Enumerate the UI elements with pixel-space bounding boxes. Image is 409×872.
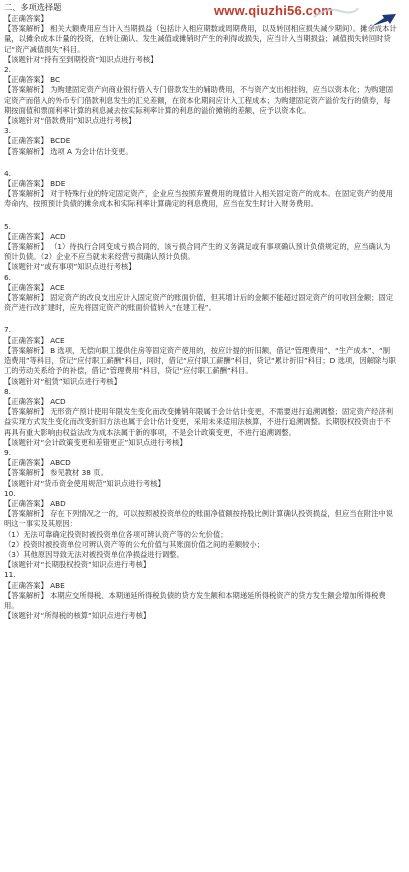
answer-line [4, 581, 397, 591]
kp-suffix: ”知识点进行考核】 [102, 478, 165, 488]
kp-label: 【该题针对 [4, 54, 41, 64]
analysis-list-item: （1）无法可靠确定投资时被投资单位各项可辨认资产等的公允价值； [4, 529, 228, 539]
analysis-label: 【答案解析】 [4, 345, 48, 355]
analysis-label: 【答案解析】 [4, 24, 48, 34]
analysis-text: （1）待执行合同变成亏损合同的，该亏损合同产生的义务满足或有事项确认预计负债规定的，应当确认为预计负债。（2）企业不应当就未来经营亏损确认预计负债。 [4, 242, 391, 262]
kp-label: 【该题针对 [4, 560, 41, 570]
analysis-text: 选项 A 为会计估计变更。 [47, 146, 133, 156]
question-block [4, 570, 397, 621]
kp-label: 【该题针对 [4, 437, 41, 447]
kp-suffix: ”知识点进行考核】 [73, 116, 136, 126]
analysis-list-item: （3）其他原因导致无法对被投资单位净损益进行调整。 [4, 549, 184, 559]
question-block [4, 14, 397, 65]
question-number: 8. [4, 386, 11, 396]
analysis-line [4, 242, 397, 262]
analysis-text: 固定资产的改良支出应计入固定资产的账面价值，但其增计后的金额不能超过固定资产的可收回金额；固定资产进行改扩建时，应先将固定资产的账面价值转入“在建工程”。 [4, 293, 394, 313]
analysis-label: 【答案解析】 [4, 242, 48, 252]
analysis-text: 本期应交所得税、本期递延所得税负债的贷方发生额和本期递延所得税资产的贷方发生额会增加所得税费用。 [4, 590, 386, 610]
answer-line [4, 397, 397, 407]
kp-label: 【该题针对 [4, 611, 41, 621]
analysis-line [4, 346, 397, 377]
kp-topic: “或有事项 [40, 262, 74, 272]
kp-topic: “持有至到期投资 [40, 54, 96, 64]
answer-label: 【正确答案】 [4, 498, 48, 508]
answer-value: ABCD [47, 458, 71, 468]
question-list [4, 14, 397, 621]
site-watermark: www.qiuzhi56.com [214, 3, 334, 18]
answer-label: 【正确答案】 [4, 14, 48, 23]
answer-line [4, 336, 397, 346]
answer-value: BC [47, 75, 61, 85]
kp-topic: “所得税的核算 [40, 611, 89, 621]
answer-line [4, 499, 397, 509]
analysis-label: 【答案解析】 [4, 146, 48, 156]
analysis-line [4, 85, 397, 116]
answer-line [4, 283, 397, 293]
question-block [4, 126, 397, 157]
analysis-line [4, 468, 397, 478]
answer-line [4, 458, 397, 468]
answer-label: 【正确答案】 [4, 231, 48, 241]
knowledge-point-line [4, 262, 397, 272]
analysis-line [4, 24, 397, 55]
answer-value: ACD [47, 396, 66, 406]
analysis-text: 相关大额费用应当计入当期损益（包括计入相应期数或周期费用，以及转回相应损失减少期间）。摊余成本计量，以摊余成本计量的投资，在转让确认、发生减值或摊销时产生的利得或损失，应当计入当期损益；减值损失转回时贷记“资产减值损失”科目。 [4, 24, 397, 54]
answer-value: BDE [47, 179, 66, 189]
kp-suffix: ”知识点进行考核】 [95, 54, 158, 64]
knowledge-point-line [4, 560, 397, 570]
answer-label: 【正确答案】 [4, 335, 48, 345]
answer-label: 【正确答案】 [4, 580, 48, 590]
question-number: 2. [4, 65, 11, 75]
answer-label: 【正确答案】 [4, 75, 48, 85]
kp-topic: “货币资金使用规范 [40, 478, 103, 488]
analysis-text: 参见教材 38 页。 [47, 468, 108, 478]
answer-value: ACE [47, 335, 65, 345]
analysis-line [4, 407, 397, 438]
question-block [4, 65, 397, 126]
answer-value: ABE [47, 580, 65, 590]
answer-line [4, 179, 397, 189]
question-number: 5. [4, 221, 11, 231]
knowledge-point-line [4, 116, 397, 126]
analysis-line [4, 591, 397, 611]
analysis-text: 存在下列情况之一的，可以按照被投资单位的账面净值额按持股比例计算确认投资损益，但应当在附注中说明这一事实及其原因： [4, 509, 394, 529]
question-number: 3. [4, 126, 11, 136]
analysis-line [4, 147, 397, 157]
question-block [4, 169, 397, 210]
analysis-label: 【答案解析】 [4, 293, 48, 303]
answer-line [4, 232, 397, 242]
analysis-label: 【答案解析】 [4, 407, 48, 417]
answer-label: 【正确答案】 [4, 396, 48, 406]
answer-value: ACD [47, 231, 66, 241]
question-block [4, 222, 397, 273]
answer-label: 【正确答案】 [4, 136, 48, 146]
question-block [4, 448, 397, 489]
analysis-label: 【答案解析】 [4, 590, 48, 600]
analysis-text: 无形资产预计使用年限发生变化而改变摊销年限属于会计估计变更，不需要进行追溯调整；固定资产经济利益实现方式发生变化而改变折旧方法也属于会计估计变更，采用未来适用法核算，不进行追溯调整。长期股权投资由于不再具有重大影响由权益法改为成本法属于新的事项，不是会计政策变更，不进行追溯调整。 [4, 407, 394, 437]
question-block [4, 387, 397, 448]
analysis-label: 【答案解析】 [4, 509, 48, 519]
kp-topic: “租赁 [40, 376, 59, 386]
kp-label: 【该题针对 [4, 116, 41, 126]
question-block [4, 325, 397, 386]
knowledge-point-line [4, 611, 397, 621]
knowledge-point-line [4, 55, 397, 65]
answer-value: ABD [47, 498, 66, 508]
kp-topic: “借款费用 [40, 116, 74, 126]
kp-label: 【该题针对 [4, 478, 41, 488]
analysis-text: 为购建固定资产向商业银行借入专门借款发生的辅助费用，不与资产支出相挂钩，应当以资本化；为购建固定资产而借入的外币专门借款利息发生的汇兑差额，在资本化期间应计入工程成本；为购建固定资产溢价发行的债券，每期按面值和票面利率计算的利息减去按实际利率计算的利息的溢价摊销的差额，应予以资本化。 [4, 85, 394, 115]
kp-label: 【该题针对 [4, 262, 41, 272]
answer-label: 【正确答案】 [4, 282, 48, 292]
answer-line [4, 136, 397, 146]
kp-suffix: ”知识点进行考核】 [73, 262, 136, 272]
kp-suffix: ”知识点进行考核】 [58, 376, 122, 386]
question-block [4, 489, 397, 571]
analysis-text: B 选项，无偿向职工提供住房等固定资产使用的，按应计提的折旧额，借记“管理费用”、“生产成本”、“制造费用”等科目，贷记“应付职工薪酬”科目，同时，借记“应付职工薪酬”科目，贷记“累计折旧”科目；D 选项，因解除与职工的劳动关系给予的补偿，借记“管理费用”科目，贷记“应付职工薪酬”科目。 [4, 345, 396, 376]
question-number: 9. [4, 447, 11, 457]
question-block [4, 273, 397, 314]
question-number: 7. [4, 325, 11, 335]
section-title: 二、多项选择题 [4, 2, 62, 12]
answer-value: BCDE [47, 136, 71, 146]
analysis-text: 对于特殊行业的特定固定资产，企业应当按照弃置费用的现值计入相关固定资产的成本。在固定资产的使用寿命内，按照预计负债的摊余成本和实际利率计算确定的利息费用，应当在发生时计入财务费用。 [4, 189, 394, 209]
analysis-label: 【答案解析】 [4, 189, 48, 199]
faint-logo-mark [312, 5, 360, 19]
knowledge-point-line [4, 438, 397, 448]
knowledge-point-line [4, 377, 397, 387]
question-number: 6. [4, 272, 11, 282]
analysis-label: 【答案解析】 [4, 85, 48, 95]
analysis-line [4, 293, 397, 313]
analysis-line [4, 189, 397, 209]
answer-value: ACE [47, 282, 65, 292]
answer-line [4, 75, 397, 85]
analysis-label: 【答案解析】 [4, 468, 48, 478]
kp-suffix: ”知识点进行考核】 [88, 560, 151, 570]
arrow-icon [370, 12, 398, 28]
answer-label: 【正确答案】 [4, 458, 48, 468]
kp-topic: “会计政策变更和差错更正 [40, 437, 125, 447]
analysis-list-item: （2）投资时被投资单位可辨认资产等的公允价值与其账面价值之间的差额较小； [4, 539, 265, 549]
knowledge-point-line [4, 479, 397, 489]
kp-suffix: ”知识点进行考核】 [88, 611, 151, 621]
question-number: 10. [4, 488, 16, 498]
question-number: 11. [4, 570, 16, 580]
kp-label: 【该题针对 [4, 376, 41, 386]
analysis-line [4, 509, 397, 529]
kp-topic: “长期股权投资 [40, 560, 89, 570]
kp-suffix: ”知识点进行考核】 [124, 437, 187, 447]
answer-label: 【正确答案】 [4, 179, 48, 189]
question-number: 4. [4, 168, 11, 178]
